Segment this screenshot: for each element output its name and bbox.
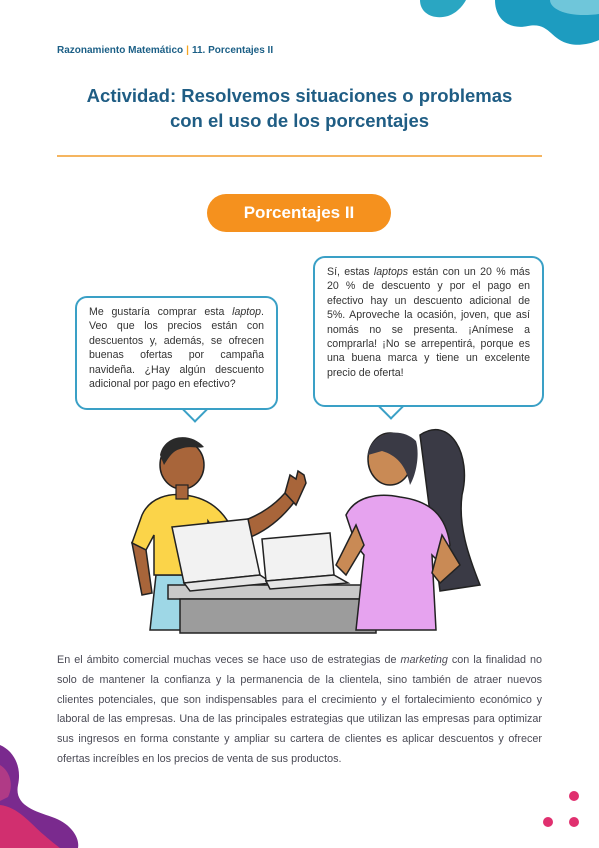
bubble-right-text-2: están con un 20 % más 20 % de descuento y por el pago en efectivo hay un descuento adicional de 5%. Aproveche la ocasión, joven, que así nomás no se presenta. ¡Anímese a comprarla! ¡No se arrepentirá, porque es una buena marca y tiene un excelente precio de oferta! [327,266,530,379]
seller-speech-bubble [313,256,544,407]
customer-speech-bubble [75,296,278,410]
bubble-left-italic: laptop [232,306,262,318]
page-title [40,83,559,133]
title-line-2: con el uso de los porcentajes [169,110,430,131]
header-separator: | [186,45,189,56]
bubble-left-text-2: . Veo que los precios están con descuentos y, además, se ofrecen buenas ofertas por campaña navideña. ¿Hay algún descuento adicional por pago en efectivo? [89,306,264,391]
page-header [57,45,273,56]
course-name: Razonamiento Matemático [57,45,184,56]
title-line-1: Actividad: Resolvemos situaciones o problemas [86,85,513,106]
bubble-right-italic: laptops [373,266,409,278]
paragraph-text-2: con la finalidad no solo de mantener la confianza y la permanencia de la clientela, sino también de atraer nuevos clientes potenciales, que son indispensables para el crecimiento y el fortalecimiento económico y laboral de las empresas. Una de las principales estrategias que utilizan las empresas para optimizar sus ingresos en forma constante y ampliar su cartera de clientes es aplicar descuentos y ofrecer ofertas increíbles en los precios de venta de sus productos. [57,654,542,765]
bubble-right-text-1: Sí, estas [327,266,374,278]
store-scene-illustration [120,415,490,640]
bottom-right-dots [535,785,585,835]
paragraph-italic: marketing [400,654,448,666]
body-paragraph [57,651,542,770]
bubble-left-text-1: Me gustaría comprar esta [89,306,233,318]
unit-name: 11. Porcentajes II [191,45,274,56]
paragraph-text-1: En el ámbito comercial muchas veces se hace uso de estrategias de [57,654,401,666]
top-right-decoration [400,0,599,70]
section-pill: Porcentajes II [207,194,391,232]
title-divider [57,155,542,157]
